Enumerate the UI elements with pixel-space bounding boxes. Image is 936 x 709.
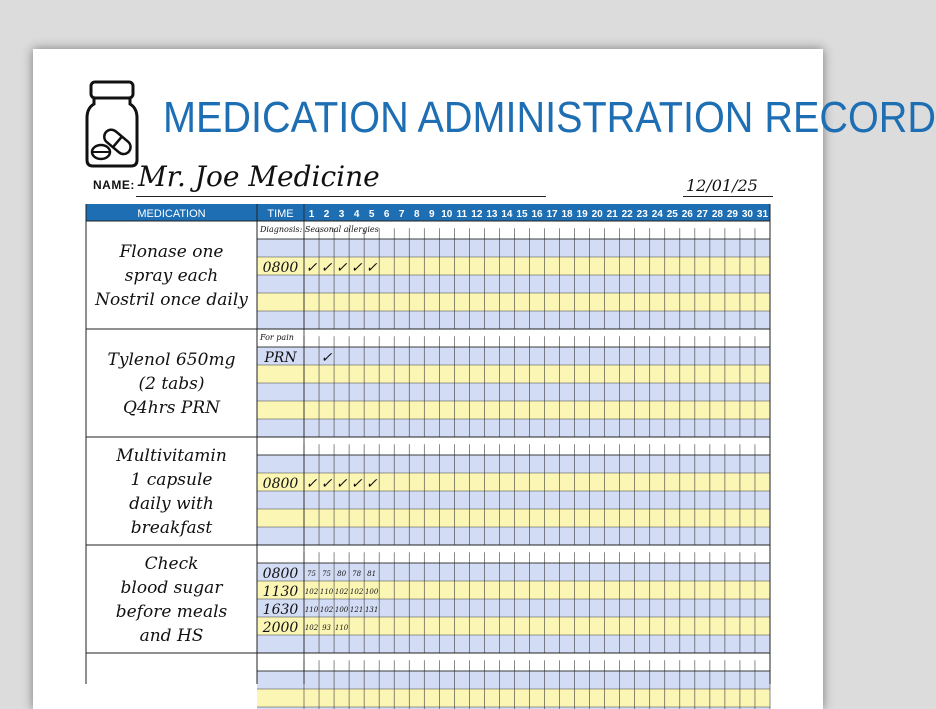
day-header: 22 bbox=[621, 209, 633, 220]
administered-check[interactable]: ✓ bbox=[350, 476, 363, 492]
page-title: MEDICATION ADMINISTRATION RECORD bbox=[163, 93, 936, 142]
day-header: 27 bbox=[696, 209, 708, 220]
patient-name[interactable]: Mr. Joe Medicine bbox=[138, 160, 380, 193]
day-header: 29 bbox=[726, 209, 738, 220]
administered-check[interactable]: ✓ bbox=[305, 260, 318, 276]
day-header: 12 bbox=[471, 209, 483, 220]
medication-description-line[interactable]: daily with bbox=[129, 494, 214, 514]
medication-description-line[interactable]: before meals bbox=[115, 602, 228, 622]
medication-description-line[interactable]: and HS bbox=[139, 626, 204, 646]
day-header: 15 bbox=[516, 209, 528, 220]
day-header: 26 bbox=[681, 209, 693, 220]
reading-value[interactable]: 75 bbox=[307, 570, 316, 578]
day-header: 23 bbox=[636, 209, 648, 220]
medication-description-line[interactable]: Multivitamin bbox=[116, 446, 227, 466]
administered-check[interactable]: ✓ bbox=[350, 260, 363, 276]
reading-value[interactable]: 100 bbox=[334, 606, 349, 614]
medication-description-line[interactable]: breakfast bbox=[130, 518, 213, 538]
administered-check[interactable]: ✓ bbox=[320, 476, 333, 492]
medication-description-line[interactable]: Nostril once daily bbox=[95, 290, 248, 310]
day-header: 10 bbox=[441, 209, 453, 220]
reading-value[interactable]: 102 bbox=[304, 624, 319, 632]
reading-value[interactable]: 131 bbox=[364, 606, 379, 614]
reading-value[interactable]: 93 bbox=[322, 624, 332, 632]
time-column-header: TIME bbox=[267, 208, 294, 220]
diagnosis-note[interactable]: For pain bbox=[260, 333, 294, 342]
name-label: NAME: bbox=[93, 178, 135, 192]
reading-value[interactable]: 102 bbox=[349, 588, 364, 596]
administration-time[interactable]: 0800 bbox=[262, 260, 299, 276]
day-header: 14 bbox=[501, 209, 513, 220]
medication-column-header: MEDICATION bbox=[137, 208, 206, 220]
reading-value[interactable]: 110 bbox=[304, 606, 319, 614]
day-header: 16 bbox=[531, 209, 543, 220]
day-header: 18 bbox=[561, 209, 573, 220]
administration-time[interactable]: 0800 bbox=[262, 476, 299, 492]
day-header: 3 bbox=[338, 209, 345, 220]
day-header: 25 bbox=[666, 209, 678, 220]
diagnosis-note[interactable]: Diagnosis: Seasonal allergies bbox=[260, 225, 379, 234]
day-header: 2 bbox=[323, 209, 330, 220]
day-header: 17 bbox=[546, 209, 558, 220]
record-date[interactable]: 12/01/25 bbox=[686, 176, 758, 195]
reading-value[interactable]: 80 bbox=[337, 570, 347, 578]
day-header: 6 bbox=[383, 209, 390, 220]
reading-value[interactable]: 102 bbox=[334, 588, 349, 596]
day-header: 21 bbox=[606, 209, 618, 220]
day-header: 4 bbox=[353, 209, 360, 220]
reading-value[interactable]: 110 bbox=[319, 588, 334, 596]
day-header: 31 bbox=[756, 209, 769, 220]
day-header: 20 bbox=[591, 209, 603, 220]
medication-description-line[interactable]: 1 capsule bbox=[130, 470, 213, 490]
administration-time[interactable]: 2000 bbox=[262, 620, 299, 636]
reading-value[interactable]: 75 bbox=[322, 570, 332, 578]
day-header: 28 bbox=[711, 209, 723, 220]
reading-value[interactable]: 102 bbox=[319, 606, 334, 614]
administered-check[interactable]: ✓ bbox=[365, 260, 378, 276]
day-header: 30 bbox=[741, 209, 754, 220]
day-header: 8 bbox=[413, 209, 420, 220]
day-header: 13 bbox=[486, 209, 498, 220]
day-header: 9 bbox=[428, 209, 435, 220]
medication-description-line[interactable]: Tylenol 650mg bbox=[107, 350, 236, 370]
day-header: 19 bbox=[576, 209, 588, 220]
day-header: 5 bbox=[368, 209, 375, 220]
administration-time[interactable]: 1130 bbox=[262, 584, 299, 600]
administered-check[interactable]: ✓ bbox=[305, 476, 318, 492]
reading-value[interactable]: 110 bbox=[334, 624, 349, 632]
administered-check[interactable]: ✓ bbox=[320, 260, 333, 276]
day-header: 1 bbox=[308, 209, 315, 220]
reading-value[interactable]: 100 bbox=[364, 588, 379, 596]
day-header: 11 bbox=[456, 209, 468, 220]
administered-check[interactable]: ✓ bbox=[335, 260, 348, 276]
reading-value[interactable]: 121 bbox=[349, 606, 364, 614]
administered-check[interactable]: ✓ bbox=[335, 476, 348, 492]
administered-check[interactable]: ✓ bbox=[320, 350, 333, 366]
administered-check[interactable]: ✓ bbox=[365, 476, 378, 492]
administration-time[interactable]: 0800 bbox=[262, 566, 299, 582]
reading-value[interactable]: 78 bbox=[352, 570, 362, 578]
day-header: 24 bbox=[651, 209, 663, 220]
medication-description-line[interactable]: Check bbox=[144, 554, 199, 574]
administration-time[interactable]: 1630 bbox=[262, 602, 299, 618]
reading-value[interactable]: 102 bbox=[304, 588, 319, 596]
administration-time[interactable]: PRN bbox=[264, 350, 297, 366]
medication-description-line[interactable]: Q4hrs PRN bbox=[122, 398, 221, 418]
medication-description-line[interactable]: spray each bbox=[124, 266, 219, 286]
medication-description-line[interactable]: (2 tabs) bbox=[138, 374, 205, 394]
reading-value[interactable]: 81 bbox=[367, 570, 377, 578]
day-header: 7 bbox=[398, 209, 405, 220]
medication-description-line[interactable]: Flonase one bbox=[119, 242, 224, 262]
medication-description-line[interactable]: blood sugar bbox=[120, 578, 223, 598]
